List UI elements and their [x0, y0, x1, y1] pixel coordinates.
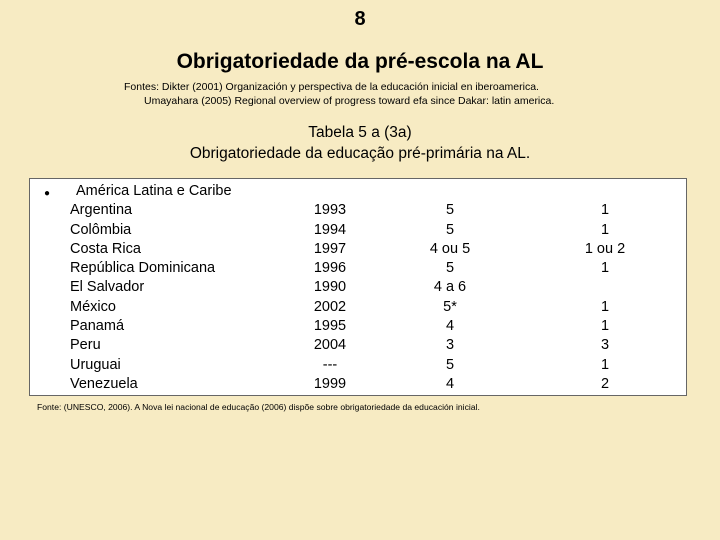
age-cell: 4	[445, 318, 455, 335]
year-column	[290, 182, 370, 394]
year-cell: 1990	[313, 279, 347, 296]
data-table	[29, 178, 687, 412]
country-cell: Costa Rica	[70, 240, 141, 257]
country-cell: Argentina	[70, 202, 133, 219]
years-cell: 1	[600, 221, 610, 238]
year-cell: 1995	[313, 318, 347, 335]
country-cell: Venezuela	[70, 375, 138, 392]
table-title-line-2: Obrigatoriedade da educação pré-primária na AL.	[189, 145, 531, 162]
age-cell: 5	[445, 202, 455, 219]
bullet-icon: ●	[44, 188, 51, 199]
source-line-1: Fontes: Dikter (2001) Organización y perspectiva de la educación inicial en iberoamerica.	[124, 81, 539, 93]
age-cell: 3	[445, 337, 455, 354]
header-spacer	[400, 182, 500, 201]
age-cell: 5	[445, 356, 455, 373]
country-cell: República Dominicana	[70, 260, 216, 277]
country-cell: Uruguai	[70, 356, 121, 373]
table-title	[0, 122, 720, 164]
region-header: América Latina e Caribe	[76, 183, 232, 199]
header-spacer	[560, 182, 650, 201]
years-cell: 3	[600, 337, 610, 354]
table-title-line-1: Tabela 5 a (3a)	[308, 124, 412, 141]
year-cell: ---	[322, 356, 338, 373]
source-line-2: Umayahara (2005) Regional overview of progress toward efa since Dakar: latin america.	[144, 95, 555, 107]
country-cell: Colômbia	[70, 221, 132, 238]
age-cell: 4 ou 5	[429, 240, 471, 257]
age-cell: 5	[445, 221, 455, 238]
age-cell: 5	[445, 260, 455, 277]
years-cell: 1	[600, 260, 610, 277]
year-cell: 1996	[313, 260, 347, 277]
country-cell: México	[70, 298, 116, 315]
age-cell: 5*	[443, 298, 457, 315]
year-cell: 1993	[313, 202, 347, 219]
slide-number: 8	[354, 8, 366, 30]
age-cell: 4	[445, 375, 455, 392]
age-column	[400, 182, 500, 394]
years-cell: 2	[600, 375, 610, 392]
years-cell: 1	[600, 318, 610, 335]
year-cell: 1999	[313, 375, 347, 392]
year-cell: 2004	[313, 337, 347, 354]
year-cell: 1994	[313, 221, 347, 238]
years-cell: 1	[600, 298, 610, 315]
country-cell: Panamá	[70, 318, 125, 335]
age-cell: 4 a 6	[433, 279, 467, 296]
sources	[124, 80, 714, 108]
country-cell: El Salvador	[70, 279, 145, 296]
page-title: Obrigatoriedade da pré-escola na AL	[176, 50, 544, 73]
years-column	[560, 182, 650, 394]
footnote: Fonte: (UNESCO, 2006). A Nova lei nacional de educação (2006) dispõe sobre obrigatoriedade da educación inicial.	[37, 402, 480, 412]
header-spacer	[290, 182, 370, 201]
country-column	[70, 182, 232, 394]
years-cell: 1	[600, 356, 610, 373]
years-cell: 1	[600, 202, 610, 219]
years-cell: 1 ou 2	[584, 240, 626, 257]
years-cell	[560, 278, 650, 297]
year-cell: 1997	[313, 240, 347, 257]
country-cell: Peru	[70, 337, 101, 354]
year-cell: 2002	[313, 298, 347, 315]
